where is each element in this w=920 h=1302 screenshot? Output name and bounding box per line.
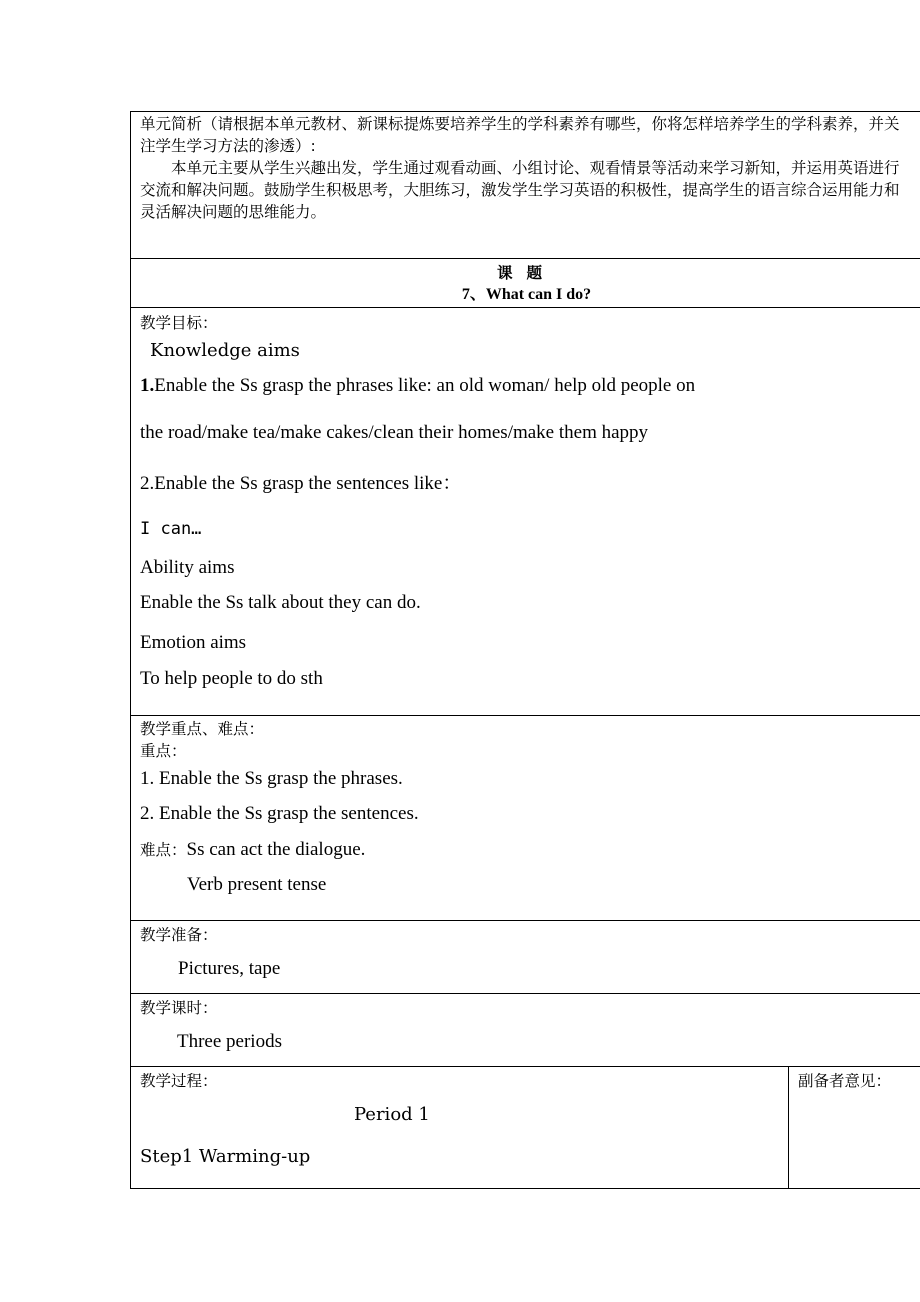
topic-label: 课题 [497, 264, 557, 282]
objectives-cell [131, 308, 920, 716]
ability-aims-text: Enable the Ss talk about they can do. [140, 592, 421, 613]
step-title: Step1 Warming-up [140, 1146, 311, 1167]
preparation-cell [131, 921, 920, 994]
topic-cell [131, 259, 920, 308]
periods-heading: 教学课时： [140, 999, 218, 1017]
item1-text: Enable the Ss grasp the phrases like: an old woman/ help old people on [154, 375, 696, 396]
sentence-pattern: I can… [140, 519, 202, 539]
difficult-label: 难点： [140, 841, 187, 859]
key-point-2: 2. Enable the Ss grasp the sentences. [140, 803, 419, 824]
periods-row [131, 994, 920, 1067]
process-cell [131, 1067, 789, 1189]
objectives-heading: 教学目标： [140, 314, 218, 332]
preparation-row [131, 921, 920, 994]
item1-continued: the road/make tea/make cakes/clean their homes/make them happy [140, 422, 649, 443]
periods-text: Three periods [177, 1031, 282, 1052]
reviewer-cell [789, 1067, 920, 1189]
reviewer-label: 副备者意见： [798, 1072, 892, 1090]
unit-summary-heading: 单元简析（请根据本单元教材、新课标提炼要培养学生的学科素养有哪些，你将怎样培养学生的学科素养，并关注学生学习方法的渗透）: [140, 115, 900, 155]
preparation-text: Pictures, tape [178, 958, 281, 979]
key-points-cell [131, 716, 920, 921]
emotion-aims-text: To help people to do sth [140, 668, 323, 689]
unit-summary-cell [131, 112, 920, 259]
preparation-heading: 教学准备： [140, 926, 218, 944]
topic-row [131, 259, 920, 308]
unit-summary-row [131, 112, 920, 259]
lesson-plan-table [130, 111, 920, 1189]
knowledge-aims-title: Knowledge aims [150, 340, 300, 361]
objectives-row [131, 308, 920, 716]
key-points-heading: 教学重点、难点： [140, 720, 265, 738]
difficult-point-1: Ss can act the dialogue. [186, 839, 366, 860]
item1-number: 1. [140, 375, 155, 396]
unit-summary-body: 本单元主要从学生兴趣出发，学生通过观看动画、小组讨论、观看情景等活动来学习新知，并运用英语进行交流和解决问题。鼓励学生积极思考，大胆练习，激发学生学习英语的积极性，提高学生的语言综合运用能力和灵活解决问题的思维能力。 [140, 159, 900, 221]
difficult-point-2: Verb present tense [187, 874, 327, 895]
period-title: Period 1 [354, 1104, 430, 1125]
ability-aims-title: Ability aims [140, 557, 235, 578]
key-label: 重点： [140, 742, 187, 760]
item2-text: 2.Enable the Ss grasp the sentences like： [140, 473, 462, 494]
emotion-aims-title: Emotion aims [140, 632, 247, 653]
process-heading: 教学过程： [140, 1072, 218, 1090]
key-point-1: 1. Enable the Ss grasp the phrases. [140, 768, 403, 789]
key-points-row [131, 716, 920, 921]
topic-title: 7、What can I do? [461, 286, 592, 303]
periods-cell [131, 994, 920, 1067]
process-row [131, 1067, 920, 1189]
